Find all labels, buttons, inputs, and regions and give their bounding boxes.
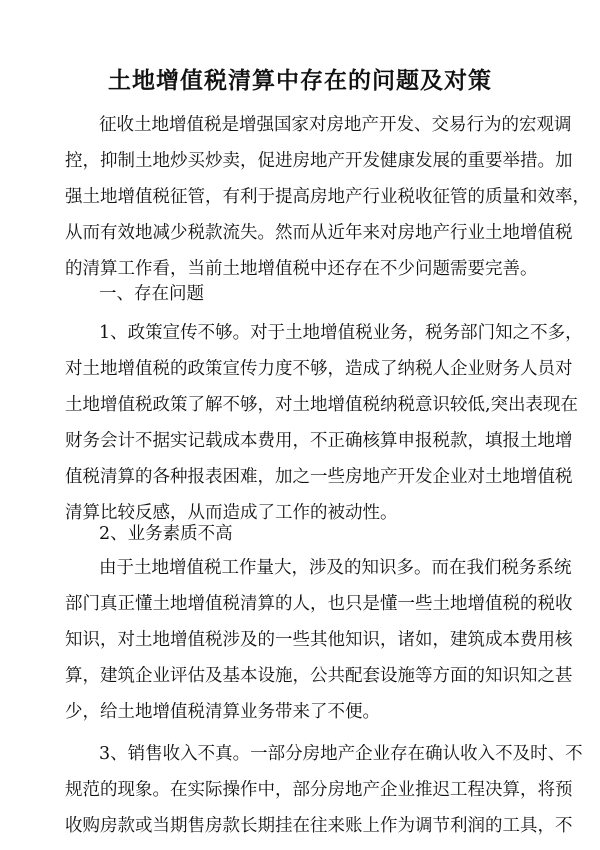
text-line: 财务会计不据实记载成本费用，不正确核算申报税款，填报土地增 — [65, 431, 573, 451]
text-line: 清算比较反感，从而造成了工作的被动性。 — [65, 503, 398, 523]
intro-paragraph — [65, 107, 590, 287]
text-line: 规范的现象。在实际操作中，部分房地产企业推迟工程决算，将预 — [65, 780, 573, 800]
item2-heading: 2、业务素质不高 — [99, 524, 233, 544]
section-heading: 一、存在问题 — [99, 284, 204, 304]
item2-paragraph — [65, 550, 573, 730]
text-line: 强土地增值税征管，有利于提高房地产行业税收征管的质量和效率， — [65, 187, 590, 207]
text-line: 值税清算的各种报表困难，加之一些房地产开发企业对土地增值税 — [65, 467, 573, 487]
text-line: 收购房款或当期售房款长期挂在往来账上作为调节利润的工具，不 — [65, 816, 573, 836]
text-line: 对土地增值税的政策宣传力度不够，造成了纳税人企业财务人员对 — [65, 359, 573, 379]
text-line: 知识，对土地增值税涉及的一些其他知识，诸如，建筑成本费用核 — [65, 630, 573, 650]
text-line: 3、销售收入不真。一部分房地产企业存在确认收入不及时、不 — [99, 744, 583, 764]
text-line: 控，抑制土地炒买炒卖，促进房地产开发健康发展的重要举措。加 — [65, 151, 573, 171]
text-line: 由于土地增值税工作量大，涉及的知识多。而在我们税务系统 — [99, 558, 572, 578]
text-line: 征收土地增值税是增强国家对房地产开发、交易行为的宏观调 — [99, 115, 572, 135]
text-line: 算，建筑企业评估及基本设施，公共配套设施等方面的知识知之甚 — [65, 666, 573, 686]
item3-paragraph — [65, 736, 583, 844]
text-line: 从而有效地减少税款流失。然而从近年来对房地产行业土地增值税 — [65, 223, 573, 243]
page-title: 土地增值税清算中存在的问题及对策 — [108, 68, 492, 94]
text-line: 少，给土地增值税清算业务带来了不便。 — [65, 702, 380, 722]
text-line: 的清算工作看，当前土地增值税中还存在不少问题需要完善。 — [65, 259, 538, 279]
text-line: 1、政策宣传不够。对于土地增值税业务，税务部门知之不多， — [99, 323, 583, 343]
item1-paragraph — [65, 315, 583, 531]
text-line: 土地增值税政策了解不够，对土地增值税纳税意识较低,突出表现在 — [65, 395, 579, 415]
text-line: 部门真正懂土地增值税清算的人，也只是懂一些土地增值税的税收 — [65, 594, 573, 614]
